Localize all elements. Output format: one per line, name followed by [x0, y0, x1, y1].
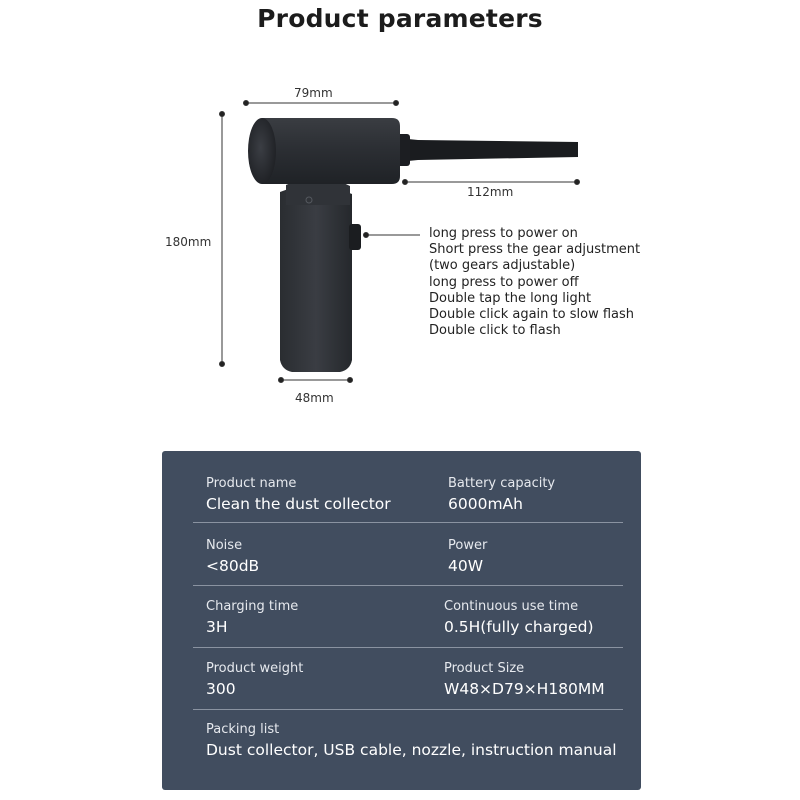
spec-product-size [444, 661, 605, 698]
divider [193, 585, 623, 586]
dimension-base-label: 48mm [295, 391, 334, 405]
dimension-nozzle-label: 112mm [467, 185, 514, 199]
instruction-line: Short press the gear adjustment [429, 242, 641, 258]
spec-label: Charging time [206, 599, 299, 614]
instruction-line: long press to power off [429, 274, 579, 290]
spec-value: Clean the dust collector [206, 495, 391, 513]
specs-panel [162, 451, 641, 790]
spec-label: Product Size [444, 661, 525, 676]
spec-label: Continuous use time [444, 599, 579, 614]
dimension-height-label: 180mm [165, 235, 212, 249]
spec-value: W48×D79×H180MM [444, 680, 605, 698]
spec-label: Noise [206, 538, 243, 553]
instruction-line: (two gears adjustable) [429, 258, 576, 274]
spec-label: Product name [206, 476, 297, 491]
divider [193, 647, 623, 648]
spec-value: 6000mAh [448, 495, 523, 513]
instruction-line: long press to power on [429, 226, 578, 241]
divider [193, 522, 623, 523]
spec-label: Power [448, 538, 488, 553]
spec-product-weight [206, 661, 303, 698]
instruction-line: Double click again to slow flash [429, 307, 634, 323]
spec-value: 0.5H(fully charged) [444, 618, 594, 636]
spec-charging-time [206, 599, 298, 636]
button-instructions [429, 226, 640, 339]
divider [193, 709, 623, 710]
dimension-width-label: 79mm [294, 86, 333, 100]
spec-packing-list [206, 722, 617, 759]
instruction-line: Double click to flash [429, 323, 561, 339]
spec-power [448, 538, 487, 575]
page-title: Product parameters [257, 4, 543, 33]
instruction-line: Double tap the long light [429, 290, 592, 306]
spec-label: Packing list [206, 722, 280, 737]
spec-value: Dust collector, USB cable, nozzle, instruction manual [206, 741, 617, 759]
spec-value: 40W [448, 557, 484, 575]
spec-value: 3H [206, 618, 228, 636]
spec-noise [206, 538, 259, 575]
spec-label: Product weight [206, 661, 304, 676]
spec-product-name [206, 476, 391, 513]
spec-label: Battery capacity [448, 476, 556, 491]
spec-value: <80dB [206, 557, 260, 575]
spec-battery-capacity [448, 476, 555, 513]
spec-continuous-use-time [444, 599, 594, 636]
spec-value: 300 [206, 680, 236, 698]
